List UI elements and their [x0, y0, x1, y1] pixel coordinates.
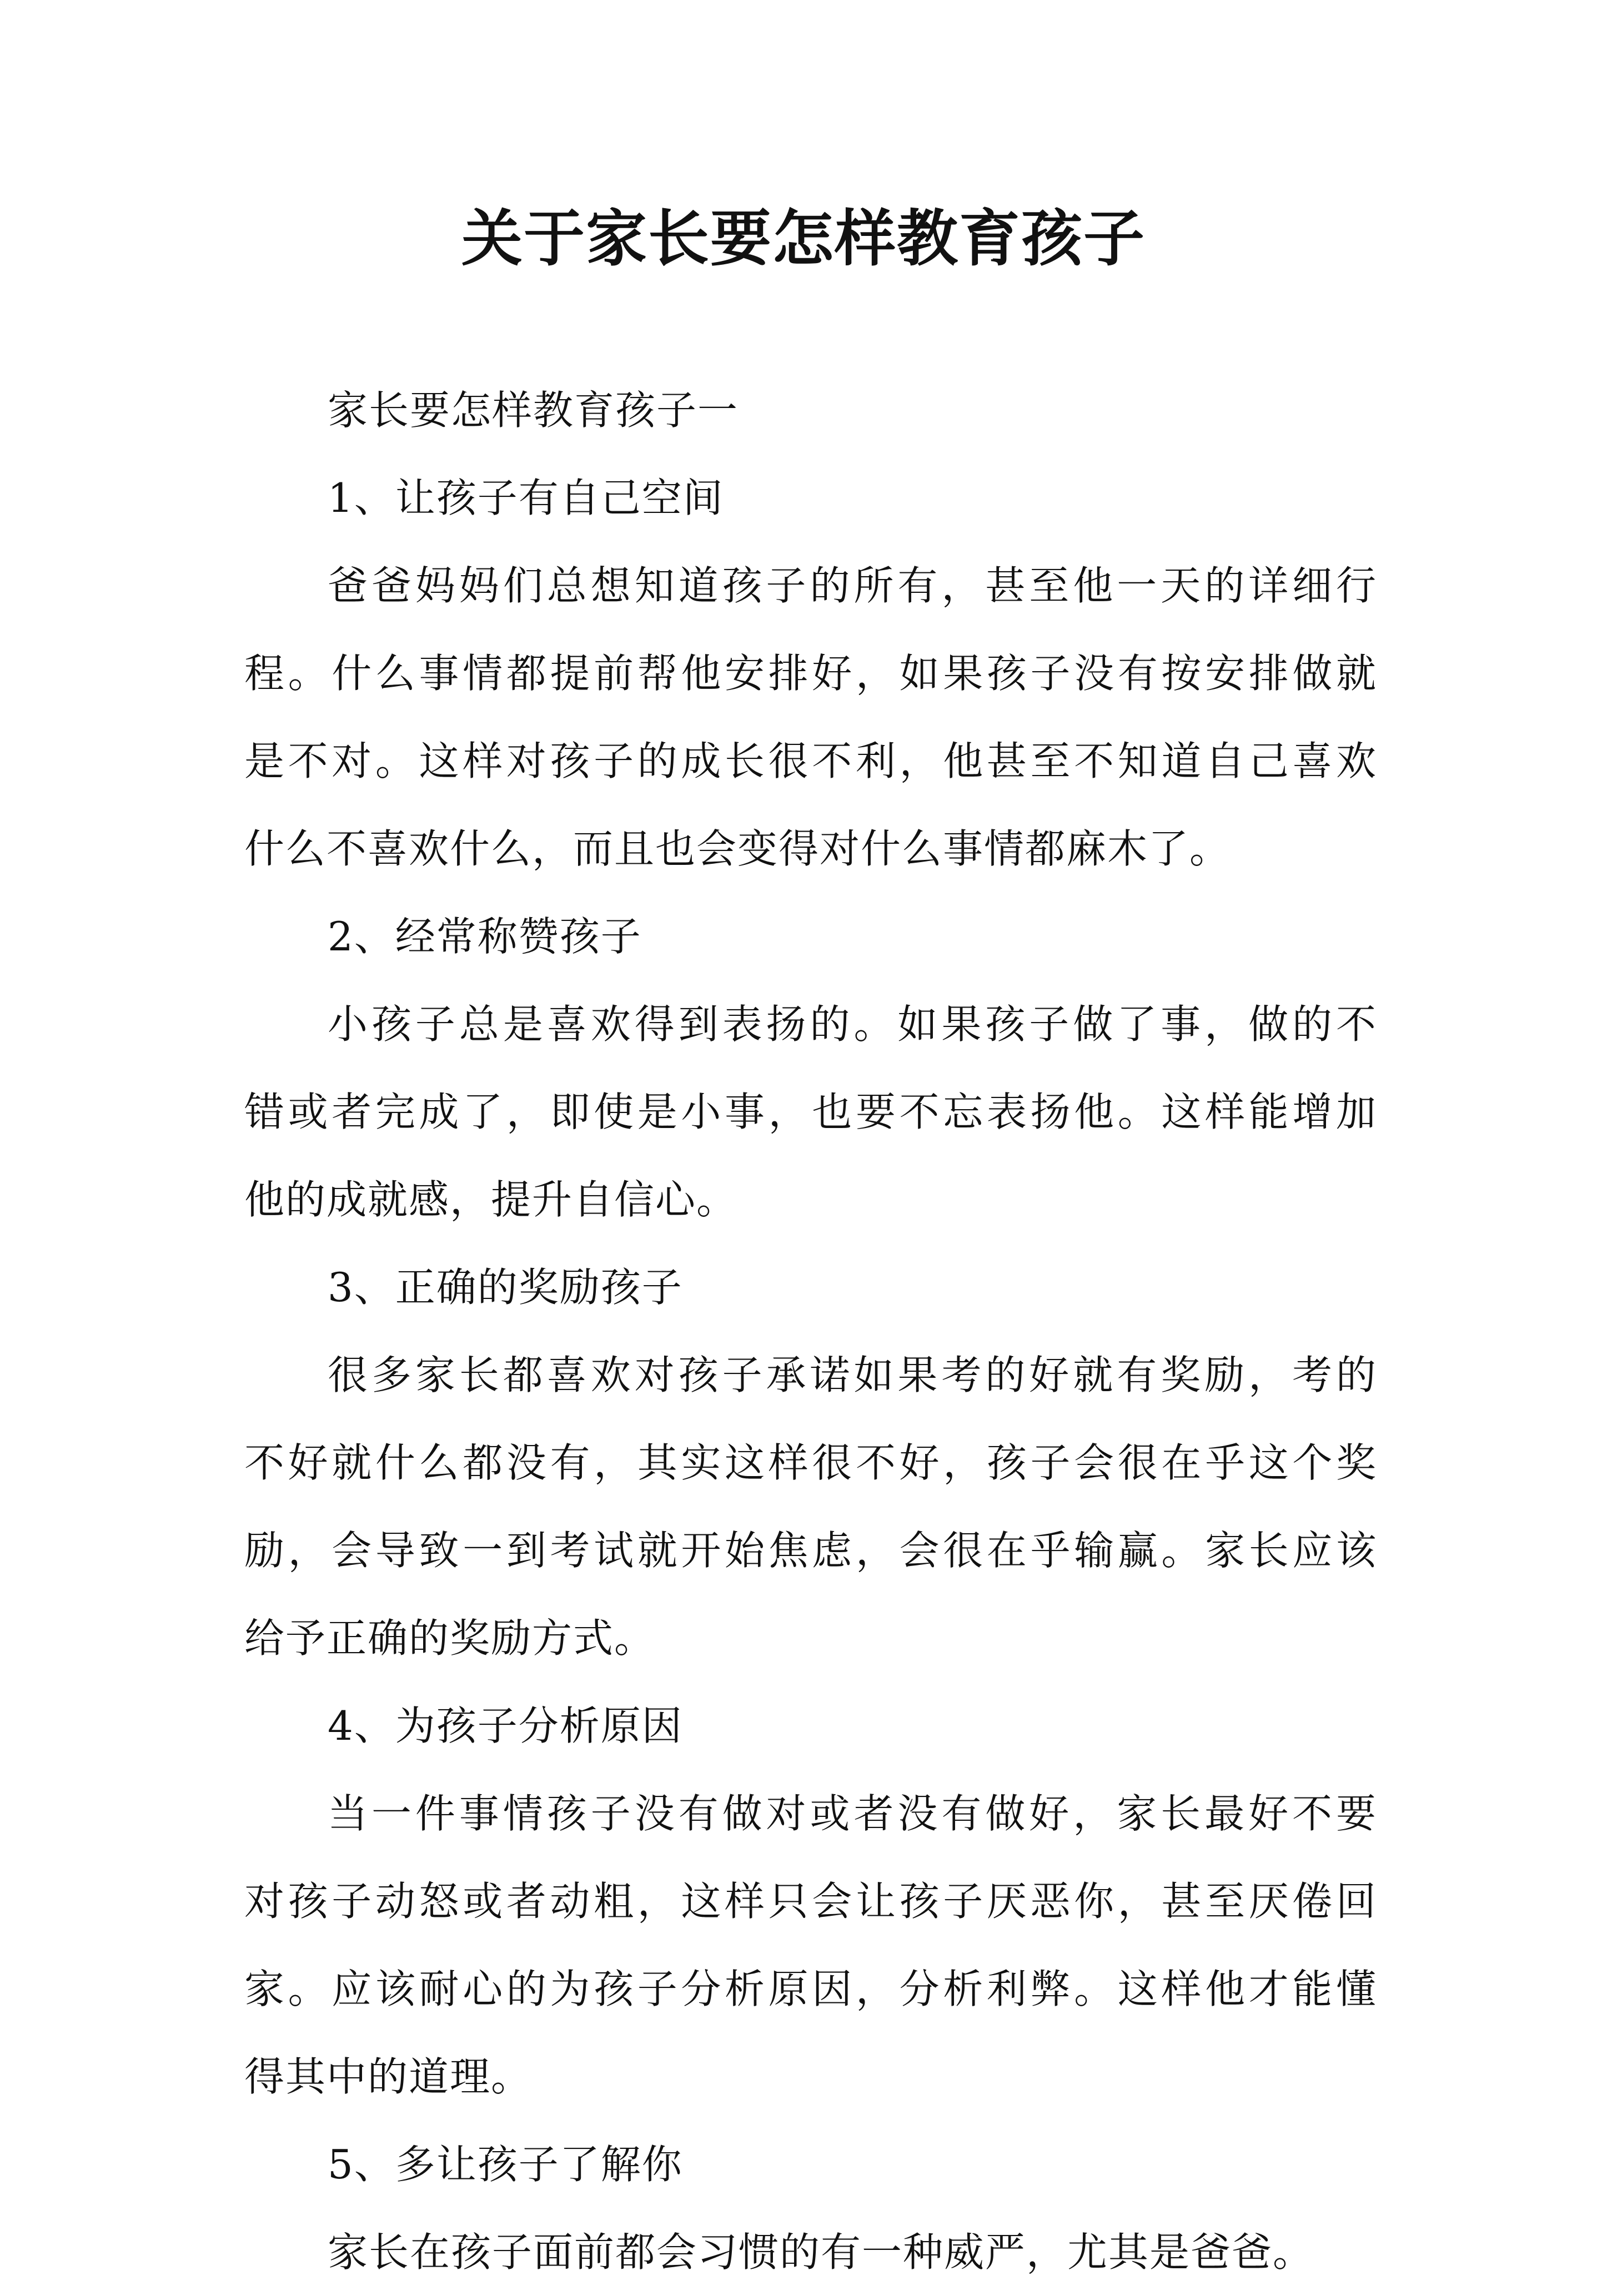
- item-heading: 1、让孩子有自己空间: [328, 475, 724, 521]
- paragraph-line: 程。什么事情都提前帮他安排好，如果孩子没有按安排做就: [244, 650, 1377, 697]
- paragraph-line: 不好就什么都没有，其实这样很不好，孩子会很在乎这个奖: [244, 1439, 1377, 1486]
- paragraph-line: 家长在孩子面前都会习惯的有一种威严，尤其是爸爸。: [328, 2229, 1314, 2275]
- item-heading: 2、经常称赞孩子: [328, 913, 642, 960]
- paragraph-line: 对孩子动怒或者动粗，这样只会让孩子厌恶你，甚至厌倦回: [244, 1878, 1377, 1925]
- section-heading: 家长要怎样教育孩子一: [328, 387, 739, 434]
- paragraph-line: 错或者完成了，即使是小事，也要不忘表扬他。这样能增加: [244, 1089, 1377, 1135]
- paragraph-line: 很多家长都喜欢对孩子承诺如果考的好就有奖励，考的: [328, 1352, 1377, 1398]
- document-body: [244, 366, 1377, 2296]
- paragraph-line: 当一件事情孩子没有做对或者没有做好，家长最好不要: [328, 1790, 1377, 1837]
- paragraph-line: 小孩子总是喜欢得到表扬的。如果孩子做了事，做的不: [328, 1001, 1377, 1048]
- paragraph-line: 他的成就感，提升自信心。: [244, 1176, 738, 1223]
- paragraph-line: 给予正确的奖励方式。: [244, 1615, 656, 1661]
- item-heading: 4、为孩子分析原因: [328, 1703, 683, 1749]
- page-title: 关于家长要怎样教育孩子: [461, 203, 1146, 274]
- paragraph-line: 爸爸妈妈们总想知道孩子的所有，甚至他一天的详细行: [328, 562, 1377, 609]
- paragraph-line: 得其中的道理。: [244, 2053, 533, 2100]
- paragraph-line: 什么不喜欢什么，而且也会变得对什么事情都麻木了。: [244, 825, 1231, 872]
- item-heading: 5、多让孩子了解你: [328, 2141, 683, 2188]
- paragraph-line: 是不对。这样对孩子的成长很不利，他甚至不知道自己喜欢: [244, 738, 1377, 784]
- item-heading: 3、正确的奖励孩子: [328, 1264, 683, 1311]
- paragraph-line: 家。应该耐心的为孩子分析原因，分析利弊。这样他才能懂: [244, 1966, 1377, 2012]
- paragraph-line: 励，会导致一到考试就开始焦虑，会很在乎输赢。家长应该: [244, 1527, 1377, 1574]
